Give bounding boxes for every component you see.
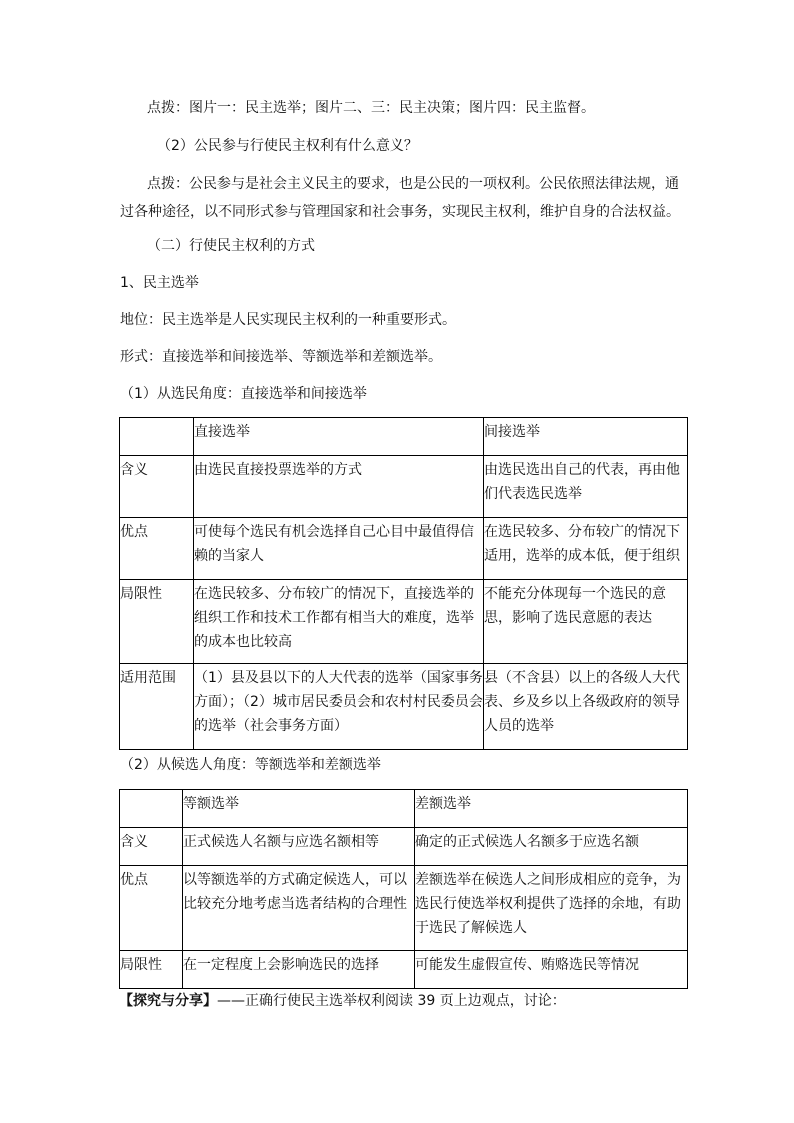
table-cell: 在选民较多、分布较广的情况下，直接选举的组织工作和技术工作都有相当大的难度，选举的成本也比较高 [194,580,484,664]
explore-text: ——正确行使民主选举权利阅读 39 页上边观点，讨论： [217,993,566,1009]
table-equal-competitive [119,789,688,989]
table-header-cell: 等额选举 [183,790,415,828]
tip-paragraph-2: 点拨：公民参与是社会主义民主的要求，也是公民的一项权利。公民依照法律法规，通过各种途径，以不同形式参与管理国家和社会事务，实现民主权利，维护自身的合法权益。 [120,176,680,220]
table-row [120,951,688,989]
table-row [120,828,688,866]
table-row [120,456,688,518]
row-label: 局限性 [120,951,183,989]
table-cell: 正式候选人名额与应选名额相等 [183,828,415,866]
table-cell: 确定的正式候选人名额多于应选名额 [415,828,688,866]
table-cell: 可使每个选民有机会选择自己心目中最值得信赖的当家人 [194,518,484,580]
subheading-1: （1）从选民角度：直接选举和间接选举 [120,386,367,402]
table-cell: 不能充分体现每一个选民的意思，影响了选民意愿的表达 [484,580,688,664]
question-2: （2）公民参与行使民主权利有什么意义？ [157,138,418,154]
row-label: 含义 [120,828,183,866]
table-cell: 差额选举在候选人之间形成相应的竞争，为选民行使选举权利提供了选择的余地，有助于选民了解候选人 [415,866,688,951]
table-row [120,866,688,951]
table-header-row [120,790,688,828]
table-cell: 以等额选举的方式确定候选人，可以比较充分地考虑当选者结构的合理性 [183,866,415,951]
table-row [120,518,688,580]
table-cell [120,790,183,828]
table-header-cell: 间接选举 [484,418,688,456]
table-header-row [120,418,688,456]
subheading-2: （2）从候选人角度：等额选举和差额选举 [120,757,381,773]
table-row [120,580,688,664]
table-cell: （1）县及县以下的人大代表的选举（国家事务方面）；（2）城市居民委员会和农村村民委员会的选举（社会事务方面） [194,664,484,750]
table-cell: 在一定程度上会影响选民的选择 [183,951,415,989]
table-cell: 由选民选出自己的代表，再由他们代表选民选举 [484,456,688,518]
forms-line: 形式：直接选举和间接选举、等额选举和差额选举。 [120,349,442,365]
table-header-cell: 直接选举 [194,418,484,456]
row-label: 优点 [120,518,194,580]
section-heading-2: （二）行使民主权利的方式 [147,238,315,254]
status-line: 地位：民主选举是人民实现民主权利的一种重要形式。 [120,312,456,328]
table-header-cell: 差额选举 [415,790,688,828]
table-cell: 在选民较多、分布较广的情况下适用，选举的成本低，便于组织 [484,518,688,580]
row-label: 适用范围 [120,664,194,750]
table-cell [120,418,194,456]
row-label: 含义 [120,456,194,518]
table-cell: 县（不含县）以上的各级人大代表、乡及乡以上各级政府的领导人员的选举 [484,664,688,750]
tip-line-1: 点拨：图片一：民主选举；图片二、三：民主决策；图片四：民主监督。 [147,100,595,116]
row-label: 局限性 [120,580,194,664]
table-direct-indirect [119,417,688,750]
row-label: 优点 [120,866,183,951]
explore-line [119,992,566,1010]
table-cell: 可能发生虚假宣传、贿赂选民等情况 [415,951,688,989]
table-cell: 由选民直接投票选举的方式 [194,456,484,518]
table-row [120,664,688,750]
item-heading-1: 1、民主选举 [120,275,199,291]
explore-label: 【探究与分享】 [119,993,217,1009]
